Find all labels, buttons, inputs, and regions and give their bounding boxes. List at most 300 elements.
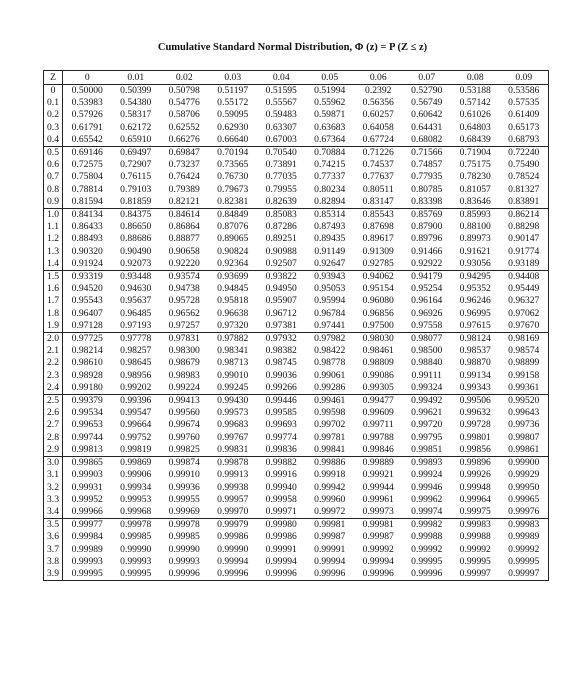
probability-cell: 0.56356	[362, 97, 394, 109]
probability-cell: 0.70194	[209, 147, 258, 160]
probability-cell: 0.98713	[217, 357, 249, 369]
probability-cell: 0.99477	[354, 395, 403, 408]
table-row	[44, 233, 549, 245]
z-value-cell: 1.6	[44, 283, 63, 295]
z-value-cell: 1.4	[44, 258, 63, 271]
probability-cell: 0.99996	[168, 567, 200, 579]
probability-cell: 0.58317	[120, 109, 152, 121]
probability-cell: 0.97441	[314, 319, 346, 331]
probability-cell: 0.99990	[168, 543, 200, 555]
probability-cell: 0.99978	[112, 519, 161, 532]
probability-cell: 0.94295	[451, 271, 500, 284]
probability-cell: 0.99934	[120, 481, 152, 493]
probability-cell: 0.68082	[411, 133, 443, 145]
probability-cell: 0.91774	[508, 245, 540, 257]
probability-cell: 0.99979	[209, 519, 258, 532]
probability-cell: 0.99036	[265, 369, 297, 381]
probability-cell: 0.97670	[508, 319, 540, 331]
probability-cell: 0.99988	[411, 531, 443, 543]
probability-cell: 0.83891	[508, 195, 540, 207]
probability-cell: 0.99813	[71, 443, 103, 455]
z-value-cell: 0.4	[44, 134, 63, 147]
table-row	[44, 345, 549, 357]
column-header: 0.09	[500, 71, 549, 85]
probability-cell: 0.79673	[217, 183, 249, 195]
z-value-cell: 1.8	[44, 308, 63, 320]
probability-cell: 0.77035	[265, 171, 297, 183]
probability-cell: 0.97725	[63, 333, 112, 346]
probability-cell: 0.98574	[508, 345, 540, 357]
probability-cell: 0.85314	[306, 209, 355, 222]
probability-cell: 0.87900	[411, 221, 443, 233]
probability-cell: 0.99960	[314, 493, 346, 505]
probability-cell: 0.99874	[160, 457, 209, 470]
probability-cell: 0.88686	[120, 233, 152, 245]
probability-cell: 0.97831	[160, 333, 209, 346]
probability-cell: 0.86214	[500, 209, 549, 222]
table-row	[44, 395, 549, 408]
probability-cell: 0.92785	[362, 257, 394, 269]
probability-cell: 0.99882	[257, 457, 306, 470]
probability-cell: 0.99760	[168, 431, 200, 443]
probability-cell: 0.86650	[120, 221, 152, 233]
probability-cell: 0.77637	[362, 171, 394, 183]
probability-cell: 0.78814	[71, 183, 103, 195]
probability-cell: 0.66276	[168, 133, 200, 145]
probability-cell: 0.99869	[112, 457, 161, 470]
probability-cell: 0.96080	[362, 295, 394, 307]
probability-cell: 0.99995	[71, 567, 103, 579]
probability-cell: 0.99598	[314, 407, 346, 419]
probability-cell: 0.98983	[168, 369, 200, 381]
table-row	[44, 506, 549, 519]
probability-cell: 0.66640	[217, 133, 249, 145]
probability-cell: 0.98679	[168, 357, 200, 369]
probability-cell: 0.87698	[362, 221, 394, 233]
z-value-cell: 0.7	[44, 171, 63, 183]
table-row	[44, 370, 549, 382]
probability-cell: 0.99324	[411, 381, 443, 393]
probability-cell: 0.73237	[168, 159, 200, 171]
table-row	[44, 482, 549, 494]
probability-cell: 0.88877	[168, 233, 200, 245]
probability-cell: 0.99983	[500, 519, 549, 532]
z-value-cell: 0.2	[44, 109, 63, 121]
table-row	[44, 519, 549, 532]
probability-cell: 0.99950	[508, 481, 540, 493]
z-value-cell: 2.2	[44, 357, 63, 369]
probability-cell: 0.99981	[354, 519, 403, 532]
probability-cell: 0.99010	[217, 369, 249, 381]
z-value-cell: 3.9	[44, 568, 63, 581]
probability-cell: 0.97558	[411, 319, 443, 331]
table-row	[44, 283, 549, 295]
probability-cell: 0.84614	[160, 209, 209, 222]
probability-cell: 0.54380	[120, 97, 152, 109]
z-value-cell: 2.0	[44, 333, 63, 346]
probability-cell: 0.51994	[314, 85, 346, 96]
table-row	[44, 159, 549, 171]
probability-cell: 0.99978	[160, 519, 209, 532]
z-value-cell: 3.0	[44, 457, 63, 470]
probability-cell: 0.98461	[362, 345, 394, 357]
probability-cell: 0.72240	[500, 147, 549, 160]
probability-cell: 0.52790	[411, 85, 443, 96]
probability-cell: 0.99977	[63, 519, 112, 532]
table-row	[44, 556, 549, 568]
probability-cell: 0.96995	[459, 307, 491, 319]
probability-cell: 0.99865	[63, 457, 112, 470]
probability-cell: 0.96407	[71, 307, 103, 319]
probability-cell: 0.99202	[120, 381, 152, 393]
probability-cell: 0.82639	[265, 195, 297, 207]
probability-cell: 0.72575	[71, 159, 103, 171]
table-row	[44, 444, 549, 457]
probability-cell: 0.94520	[71, 283, 103, 295]
probability-cell: 0.99955	[168, 493, 200, 505]
probability-cell: 0.99224	[168, 381, 200, 393]
probability-cell: 0.94062	[354, 271, 403, 284]
table-row	[44, 469, 549, 481]
probability-cell: 0.99921	[362, 469, 394, 481]
probability-cell: 0.93319	[63, 271, 112, 284]
z-value-cell: 3.2	[44, 482, 63, 494]
probability-cell: 0.69146	[63, 147, 112, 160]
probability-cell: 0.96485	[120, 307, 152, 319]
probability-cell: 0.84134	[63, 209, 112, 222]
probability-cell: 0.85993	[451, 209, 500, 222]
probability-cell: 0.99987	[362, 531, 394, 543]
probability-cell: 0.99948	[459, 481, 491, 493]
probability-cell: 0.65173	[508, 121, 540, 133]
probability-cell: 0.93189	[508, 257, 540, 269]
probability-cell: 0.93943	[306, 271, 355, 284]
probability-cell: 0.81859	[120, 195, 152, 207]
probability-cell: 0.99989	[71, 543, 103, 555]
z-value-cell: 0.1	[44, 97, 63, 109]
z-value-cell: 1.7	[44, 295, 63, 307]
z-value-cell: 3.1	[44, 469, 63, 481]
probability-cell: 0.99180	[71, 381, 103, 393]
probability-cell: 0.86433	[71, 221, 103, 233]
probability-cell: 0.83147	[362, 195, 394, 207]
table-row	[44, 122, 549, 134]
probability-cell: 0.99819	[120, 443, 152, 455]
probability-cell: 0.99396	[112, 395, 161, 408]
probability-cell: 0.99361	[508, 381, 540, 393]
z-value-cell: 0.6	[44, 159, 63, 171]
probability-cell: 0.97062	[508, 307, 540, 319]
z-value-cell: 1.1	[44, 221, 63, 233]
probability-cell: 0.99938	[217, 481, 249, 493]
probability-cell: 0.85769	[403, 209, 452, 222]
z-value-cell: 3.6	[44, 531, 63, 543]
probability-cell: 0.99492	[403, 395, 452, 408]
column-header: 0	[63, 71, 112, 85]
column-header: 0.06	[354, 71, 403, 85]
probability-cell: 0.64058	[362, 121, 394, 133]
probability-cell: 0.99674	[168, 419, 200, 431]
probability-cell: 0.90490	[120, 245, 152, 257]
probability-cell: 0.99991	[265, 543, 297, 555]
probability-cell: 0.99965	[508, 493, 540, 505]
probability-cell: 0.64803	[459, 121, 491, 133]
z-value-cell: 2.7	[44, 419, 63, 431]
table-row	[44, 258, 549, 271]
probability-cell: 0.96926	[411, 307, 443, 319]
probability-cell: 0.99944	[362, 481, 394, 493]
z-value-cell: 1.3	[44, 246, 63, 258]
probability-cell: 0.99981	[306, 519, 355, 532]
probability-cell: 0.92220	[168, 257, 200, 269]
probability-cell: 0.75804	[71, 171, 103, 183]
probability-cell: 0.99111	[411, 369, 442, 381]
probability-cell: 0.99991	[314, 543, 346, 555]
probability-cell: 0.82121	[168, 195, 200, 207]
probability-cell: 0.58706	[168, 109, 200, 121]
probability-cell: 0.99889	[354, 457, 403, 470]
probability-cell: 0.95053	[314, 283, 346, 295]
probability-cell: 0.69847	[160, 147, 209, 160]
probability-cell: 0.89973	[459, 233, 491, 245]
probability-cell: 0.91924	[71, 257, 103, 269]
probability-cell: 0.99266	[265, 381, 297, 393]
probability-cell: 0.98300	[168, 345, 200, 357]
probability-cell: 0.97932	[257, 333, 306, 346]
table-row	[44, 419, 549, 431]
probability-cell: 0.99702	[314, 419, 346, 431]
probability-cell: 0.99910	[168, 469, 200, 481]
probability-cell: 0.97778	[112, 333, 161, 346]
probability-cell: 0.60257	[362, 109, 394, 121]
probability-cell: 0.94179	[403, 271, 452, 284]
probability-cell: 0.93574	[160, 271, 209, 284]
probability-cell: 0.50798	[168, 85, 200, 96]
probability-cell: 0.90824	[217, 245, 249, 257]
z-value-cell: 1.0	[44, 209, 63, 222]
probability-cell: 0.2392	[365, 85, 392, 96]
probability-cell: 0.98870	[459, 357, 491, 369]
probability-cell: 0.96784	[314, 307, 346, 319]
probability-cell: 0.99831	[217, 443, 249, 455]
probability-cell: 0.92922	[411, 257, 443, 269]
probability-cell: 0.99767	[217, 431, 249, 443]
probability-cell: 0.84375	[112, 209, 161, 222]
probability-cell: 0.99632	[459, 407, 491, 419]
z-value-cell: 3.4	[44, 506, 63, 519]
probability-cell: 0.55567	[265, 97, 297, 109]
table-row	[44, 531, 549, 543]
probability-cell: 0.99980	[257, 519, 306, 532]
probability-cell: 0.80785	[411, 183, 443, 195]
probability-cell: 0.99807	[508, 431, 540, 443]
probability-cell: 0.99975	[459, 505, 491, 517]
z-value-cell: 0.3	[44, 122, 63, 134]
probability-cell: 0.99305	[362, 381, 394, 393]
probability-cell: 0.94738	[168, 283, 200, 295]
probability-cell: 0.81327	[508, 183, 540, 195]
probability-cell: 0.83398	[411, 195, 443, 207]
probability-cell: 0.99643	[508, 407, 540, 419]
probability-cell: 0.96246	[459, 295, 491, 307]
probability-cell: 0.99929	[508, 469, 540, 481]
table-row	[44, 494, 549, 506]
probability-cell: 0.99995	[411, 555, 443, 567]
probability-cell: 0.77935	[411, 171, 443, 183]
probability-cell: 0.99984	[71, 531, 103, 543]
probability-cell: 0.87286	[265, 221, 297, 233]
probability-cell: 0.88298	[508, 221, 540, 233]
probability-cell: 0.74215	[314, 159, 346, 171]
probability-cell: 0.99693	[265, 419, 297, 431]
z-value-cell: 1.5	[44, 271, 63, 284]
header-row	[44, 71, 549, 85]
probability-cell: 0.99653	[71, 419, 103, 431]
table-row	[44, 568, 549, 581]
probability-cell: 0.95994	[314, 295, 346, 307]
probability-cell: 0.99931	[71, 481, 103, 493]
probability-cell: 0.99900	[500, 457, 549, 470]
probability-cell: 0.79389	[168, 183, 200, 195]
probability-cell: 0.72907	[120, 159, 152, 171]
table-row	[44, 333, 549, 346]
probability-cell: 0.99609	[362, 407, 394, 419]
probability-cell: 0.53188	[459, 85, 491, 96]
z-value-cell: 3.5	[44, 519, 63, 532]
probability-cell: 0.57926	[71, 109, 103, 121]
z-value-cell: 2.9	[44, 444, 63, 457]
normal-distribution-table	[43, 70, 549, 581]
z-value-cell: 0.9	[44, 196, 63, 209]
probability-cell: 0.91466	[411, 245, 443, 257]
probability-cell: 0.70884	[306, 147, 355, 160]
table-row	[44, 196, 549, 209]
probability-cell: 0.99990	[217, 543, 249, 555]
probability-cell: 0.88100	[459, 221, 491, 233]
probability-cell: 0.97193	[120, 319, 152, 331]
probability-cell: 0.99994	[217, 555, 249, 567]
probability-cell: 0.99683	[217, 419, 249, 431]
probability-cell: 0.99974	[411, 505, 443, 517]
table-row	[44, 320, 549, 333]
probability-cell: 0.99851	[411, 443, 443, 455]
probability-cell: 0.59095	[217, 109, 249, 121]
probability-cell: 0.99976	[508, 505, 540, 517]
probability-cell: 0.68793	[508, 133, 540, 145]
probability-cell: 0.97882	[209, 333, 258, 346]
probability-cell: 0.99918	[314, 469, 346, 481]
probability-cell: 0.90147	[508, 233, 540, 245]
probability-cell: 0.92364	[217, 257, 249, 269]
column-header: 0.03	[209, 71, 258, 85]
probability-cell: 0.99744	[71, 431, 103, 443]
probability-cell: 0.95543	[71, 295, 103, 307]
probability-cell: 0.99988	[459, 531, 491, 543]
z-value-cell: 1.9	[44, 320, 63, 333]
probability-cell: 0.99621	[411, 407, 443, 419]
table-row	[44, 271, 549, 284]
probability-cell: 0.91149	[314, 245, 346, 257]
probability-cell: 0.92647	[314, 257, 346, 269]
probability-cell: 0.74857	[411, 159, 443, 171]
probability-cell: 0.99795	[411, 431, 443, 443]
probability-cell: 0.78524	[508, 171, 540, 183]
probability-cell: 0.55962	[314, 97, 346, 109]
probability-cell: 0.99936	[168, 481, 200, 493]
z-value-cell: 2.1	[44, 345, 63, 357]
probability-cell: 0.99711	[362, 419, 394, 431]
probability-cell: 0.65542	[71, 133, 103, 145]
probability-cell: 0.69497	[112, 147, 161, 160]
table-row	[44, 308, 549, 320]
probability-cell: 0.59871	[314, 109, 346, 121]
probability-cell: 0.99585	[265, 407, 297, 419]
probability-cell: 0.99916	[265, 469, 297, 481]
probability-cell: 0.94845	[217, 283, 249, 295]
probability-cell: 0.93699	[209, 271, 258, 284]
probability-cell: 0.99861	[508, 443, 540, 455]
probability-cell: 0.99720	[411, 419, 443, 431]
probability-cell: 0.96327	[508, 295, 540, 307]
z-value-cell: 0.8	[44, 184, 63, 196]
probability-cell: 0.99994	[362, 555, 394, 567]
table-body	[44, 85, 549, 581]
probability-cell: 0.70540	[257, 147, 306, 160]
probability-cell: 0.75490	[508, 159, 540, 171]
probability-cell: 0.99990	[120, 543, 152, 555]
probability-cell: 0.99996	[314, 567, 346, 579]
probability-cell: 0.67003	[265, 133, 297, 145]
probability-cell: 0.57142	[459, 97, 491, 109]
probability-cell: 0.99952	[71, 493, 103, 505]
probability-cell: 0.98169	[500, 333, 549, 346]
probability-cell: 0.98537	[459, 345, 491, 357]
probability-cell: 0.62172	[120, 121, 152, 133]
table-row	[44, 357, 549, 369]
table-row	[44, 171, 549, 183]
probability-cell: 0.75175	[459, 159, 491, 171]
probability-cell: 0.99982	[403, 519, 452, 532]
probability-cell: 0.97257	[168, 319, 200, 331]
probability-cell: 0.99560	[168, 407, 200, 419]
probability-cell: 0.99836	[265, 443, 297, 455]
probability-cell: 0.85543	[354, 209, 403, 222]
z-value-cell: 1.2	[44, 233, 63, 245]
probability-cell: 0.61791	[71, 121, 103, 133]
probability-cell: 0.97982	[306, 333, 355, 346]
table-row	[44, 147, 549, 160]
probability-cell: 0.76424	[168, 171, 200, 183]
probability-cell: 0.50000	[71, 85, 103, 96]
probability-cell: 0.85083	[257, 209, 306, 222]
table-row	[44, 407, 549, 419]
probability-cell: 0.99461	[306, 395, 355, 408]
probability-cell: 0.84849	[209, 209, 258, 222]
probability-cell: 0.99086	[362, 369, 394, 381]
probability-cell: 0.79955	[265, 183, 297, 195]
probability-cell: 0.54776	[168, 97, 200, 109]
probability-cell: 0.96856	[362, 307, 394, 319]
table-row	[44, 295, 549, 307]
probability-cell: 0.97320	[217, 319, 249, 331]
probability-cell: 0.99903	[71, 469, 103, 481]
probability-cell: 0.95637	[120, 295, 152, 307]
probability-cell: 0.93822	[257, 271, 306, 284]
probability-cell: 0.89796	[411, 233, 443, 245]
probability-cell: 0.98341	[217, 345, 249, 357]
probability-cell: 0.99343	[459, 381, 491, 393]
probability-cell: 0.99970	[217, 505, 249, 517]
